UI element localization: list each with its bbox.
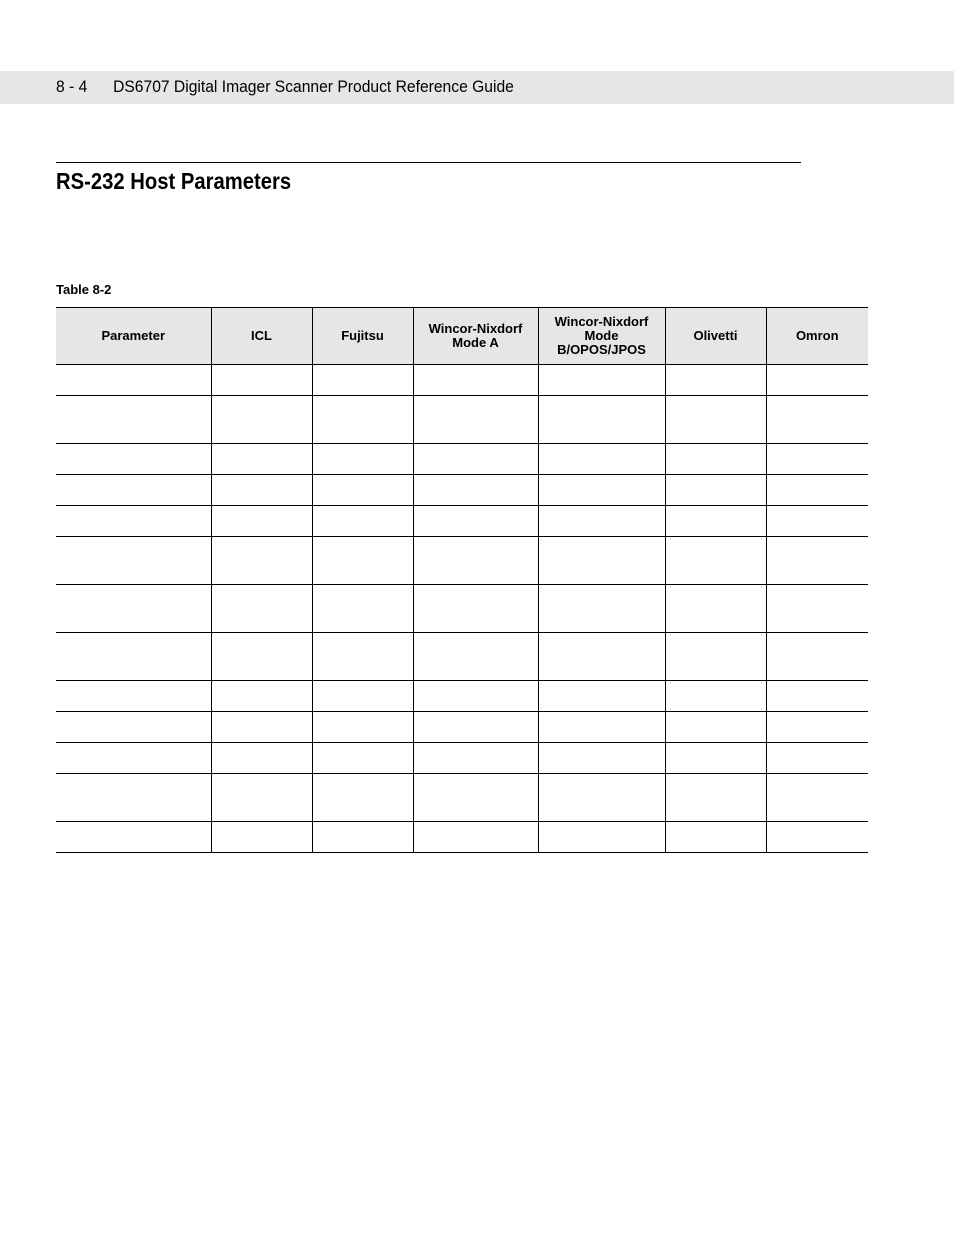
table-cell bbox=[766, 633, 868, 681]
table-cell bbox=[211, 585, 312, 633]
table-cell bbox=[665, 365, 766, 396]
table-cell bbox=[665, 506, 766, 537]
table-cell bbox=[312, 396, 413, 444]
table-cell bbox=[211, 774, 312, 822]
table-cell bbox=[312, 681, 413, 712]
table-cell bbox=[538, 506, 665, 537]
table-cell bbox=[766, 537, 868, 585]
table-cell bbox=[538, 774, 665, 822]
table-cell bbox=[413, 681, 538, 712]
table-cell bbox=[211, 743, 312, 774]
rs232-parameters-table bbox=[56, 307, 868, 853]
table-cell bbox=[56, 774, 211, 822]
table-cell bbox=[56, 537, 211, 585]
table-cell bbox=[665, 633, 766, 681]
table-cell bbox=[766, 475, 868, 506]
table-cell bbox=[766, 396, 868, 444]
table-cell bbox=[413, 743, 538, 774]
table-cell bbox=[538, 585, 665, 633]
table-row bbox=[56, 444, 868, 475]
table-cell bbox=[413, 712, 538, 743]
table-cell bbox=[538, 633, 665, 681]
table-cell bbox=[211, 633, 312, 681]
table-cell bbox=[56, 365, 211, 396]
column-header-parameter: Parameter bbox=[56, 308, 211, 365]
table-cell bbox=[665, 681, 766, 712]
column-header-fujitsu: Fujitsu bbox=[312, 308, 413, 365]
table-row bbox=[56, 743, 868, 774]
section-rule bbox=[56, 162, 801, 163]
table-cell bbox=[413, 396, 538, 444]
table-cell bbox=[665, 585, 766, 633]
table-cell bbox=[211, 681, 312, 712]
table-row bbox=[56, 822, 868, 853]
table-cell bbox=[56, 743, 211, 774]
table-cell bbox=[413, 822, 538, 853]
table-cell bbox=[665, 822, 766, 853]
table-row bbox=[56, 506, 868, 537]
table-cell bbox=[56, 712, 211, 743]
column-header-icl: ICL bbox=[211, 308, 312, 365]
table-cell bbox=[665, 743, 766, 774]
table-cell bbox=[211, 712, 312, 743]
guide-title: DS6707 Digital Imager Scanner Product Reference Guide bbox=[113, 77, 514, 96]
table-cell bbox=[312, 444, 413, 475]
table-cell bbox=[413, 537, 538, 585]
table-caption: Table 8-2 bbox=[56, 282, 112, 297]
table-cell bbox=[312, 537, 413, 585]
table-cell bbox=[312, 506, 413, 537]
table-cell bbox=[56, 396, 211, 444]
table-cell bbox=[211, 537, 312, 585]
table-cell bbox=[413, 365, 538, 396]
column-header-olivetti: Olivetti bbox=[665, 308, 766, 365]
header-text bbox=[56, 77, 514, 97]
table-cell bbox=[413, 633, 538, 681]
table-row bbox=[56, 774, 868, 822]
table-cell bbox=[312, 475, 413, 506]
table-cell bbox=[665, 774, 766, 822]
column-header-wincor-mode-b: Wincor-Nixdorf Mode B/OPOS/JPOS bbox=[538, 308, 665, 365]
table-row bbox=[56, 396, 868, 444]
table-cell bbox=[538, 396, 665, 444]
table-cell bbox=[665, 537, 766, 585]
table-cell bbox=[538, 444, 665, 475]
table-cell bbox=[211, 822, 312, 853]
table-row bbox=[56, 633, 868, 681]
table-cell bbox=[413, 444, 538, 475]
table-cell bbox=[538, 743, 665, 774]
table-cell bbox=[56, 822, 211, 853]
table-cell bbox=[766, 681, 868, 712]
table-cell bbox=[312, 822, 413, 853]
table-cell bbox=[211, 365, 312, 396]
table-cell bbox=[766, 774, 868, 822]
table-cell bbox=[312, 365, 413, 396]
table-cell bbox=[766, 822, 868, 853]
table-cell bbox=[766, 585, 868, 633]
table-row bbox=[56, 475, 868, 506]
table-header-row bbox=[56, 308, 868, 365]
page-number: 8 - 4 bbox=[56, 77, 88, 96]
running-header bbox=[0, 71, 954, 104]
table-row bbox=[56, 712, 868, 743]
table-cell bbox=[56, 475, 211, 506]
table-cell bbox=[312, 743, 413, 774]
table-cell bbox=[766, 506, 868, 537]
table-cell bbox=[766, 712, 868, 743]
table-cell bbox=[312, 712, 413, 743]
table-cell bbox=[312, 585, 413, 633]
table-cell bbox=[665, 475, 766, 506]
column-header-wincor-mode-a: Wincor-Nixdorf Mode A bbox=[413, 308, 538, 365]
table-cell bbox=[56, 681, 211, 712]
table-cell bbox=[766, 444, 868, 475]
table-cell bbox=[211, 475, 312, 506]
table-cell bbox=[312, 633, 413, 681]
table-cell bbox=[538, 537, 665, 585]
table-cell bbox=[538, 822, 665, 853]
table-cell bbox=[766, 365, 868, 396]
table-cell bbox=[538, 681, 665, 712]
table-row bbox=[56, 365, 868, 396]
table-cell bbox=[665, 396, 766, 444]
table-cell bbox=[211, 396, 312, 444]
table-cell bbox=[538, 365, 665, 396]
table-cell bbox=[538, 475, 665, 506]
section-title: RS-232 Host Parameters bbox=[56, 168, 292, 194]
table-cell bbox=[211, 506, 312, 537]
table-row bbox=[56, 681, 868, 712]
column-header-omron: Omron bbox=[766, 308, 868, 365]
table-cell bbox=[56, 444, 211, 475]
table-cell bbox=[211, 444, 312, 475]
table-cell bbox=[538, 712, 665, 743]
table-cell bbox=[56, 506, 211, 537]
table-cell bbox=[56, 585, 211, 633]
table-cell bbox=[665, 712, 766, 743]
table-cell bbox=[413, 506, 538, 537]
table-cell bbox=[312, 774, 413, 822]
table-row bbox=[56, 537, 868, 585]
table-cell bbox=[665, 444, 766, 475]
table-cell bbox=[413, 475, 538, 506]
table-cell bbox=[413, 585, 538, 633]
table-row bbox=[56, 585, 868, 633]
table-cell bbox=[413, 774, 538, 822]
table-cell bbox=[766, 743, 868, 774]
table-cell bbox=[56, 633, 211, 681]
